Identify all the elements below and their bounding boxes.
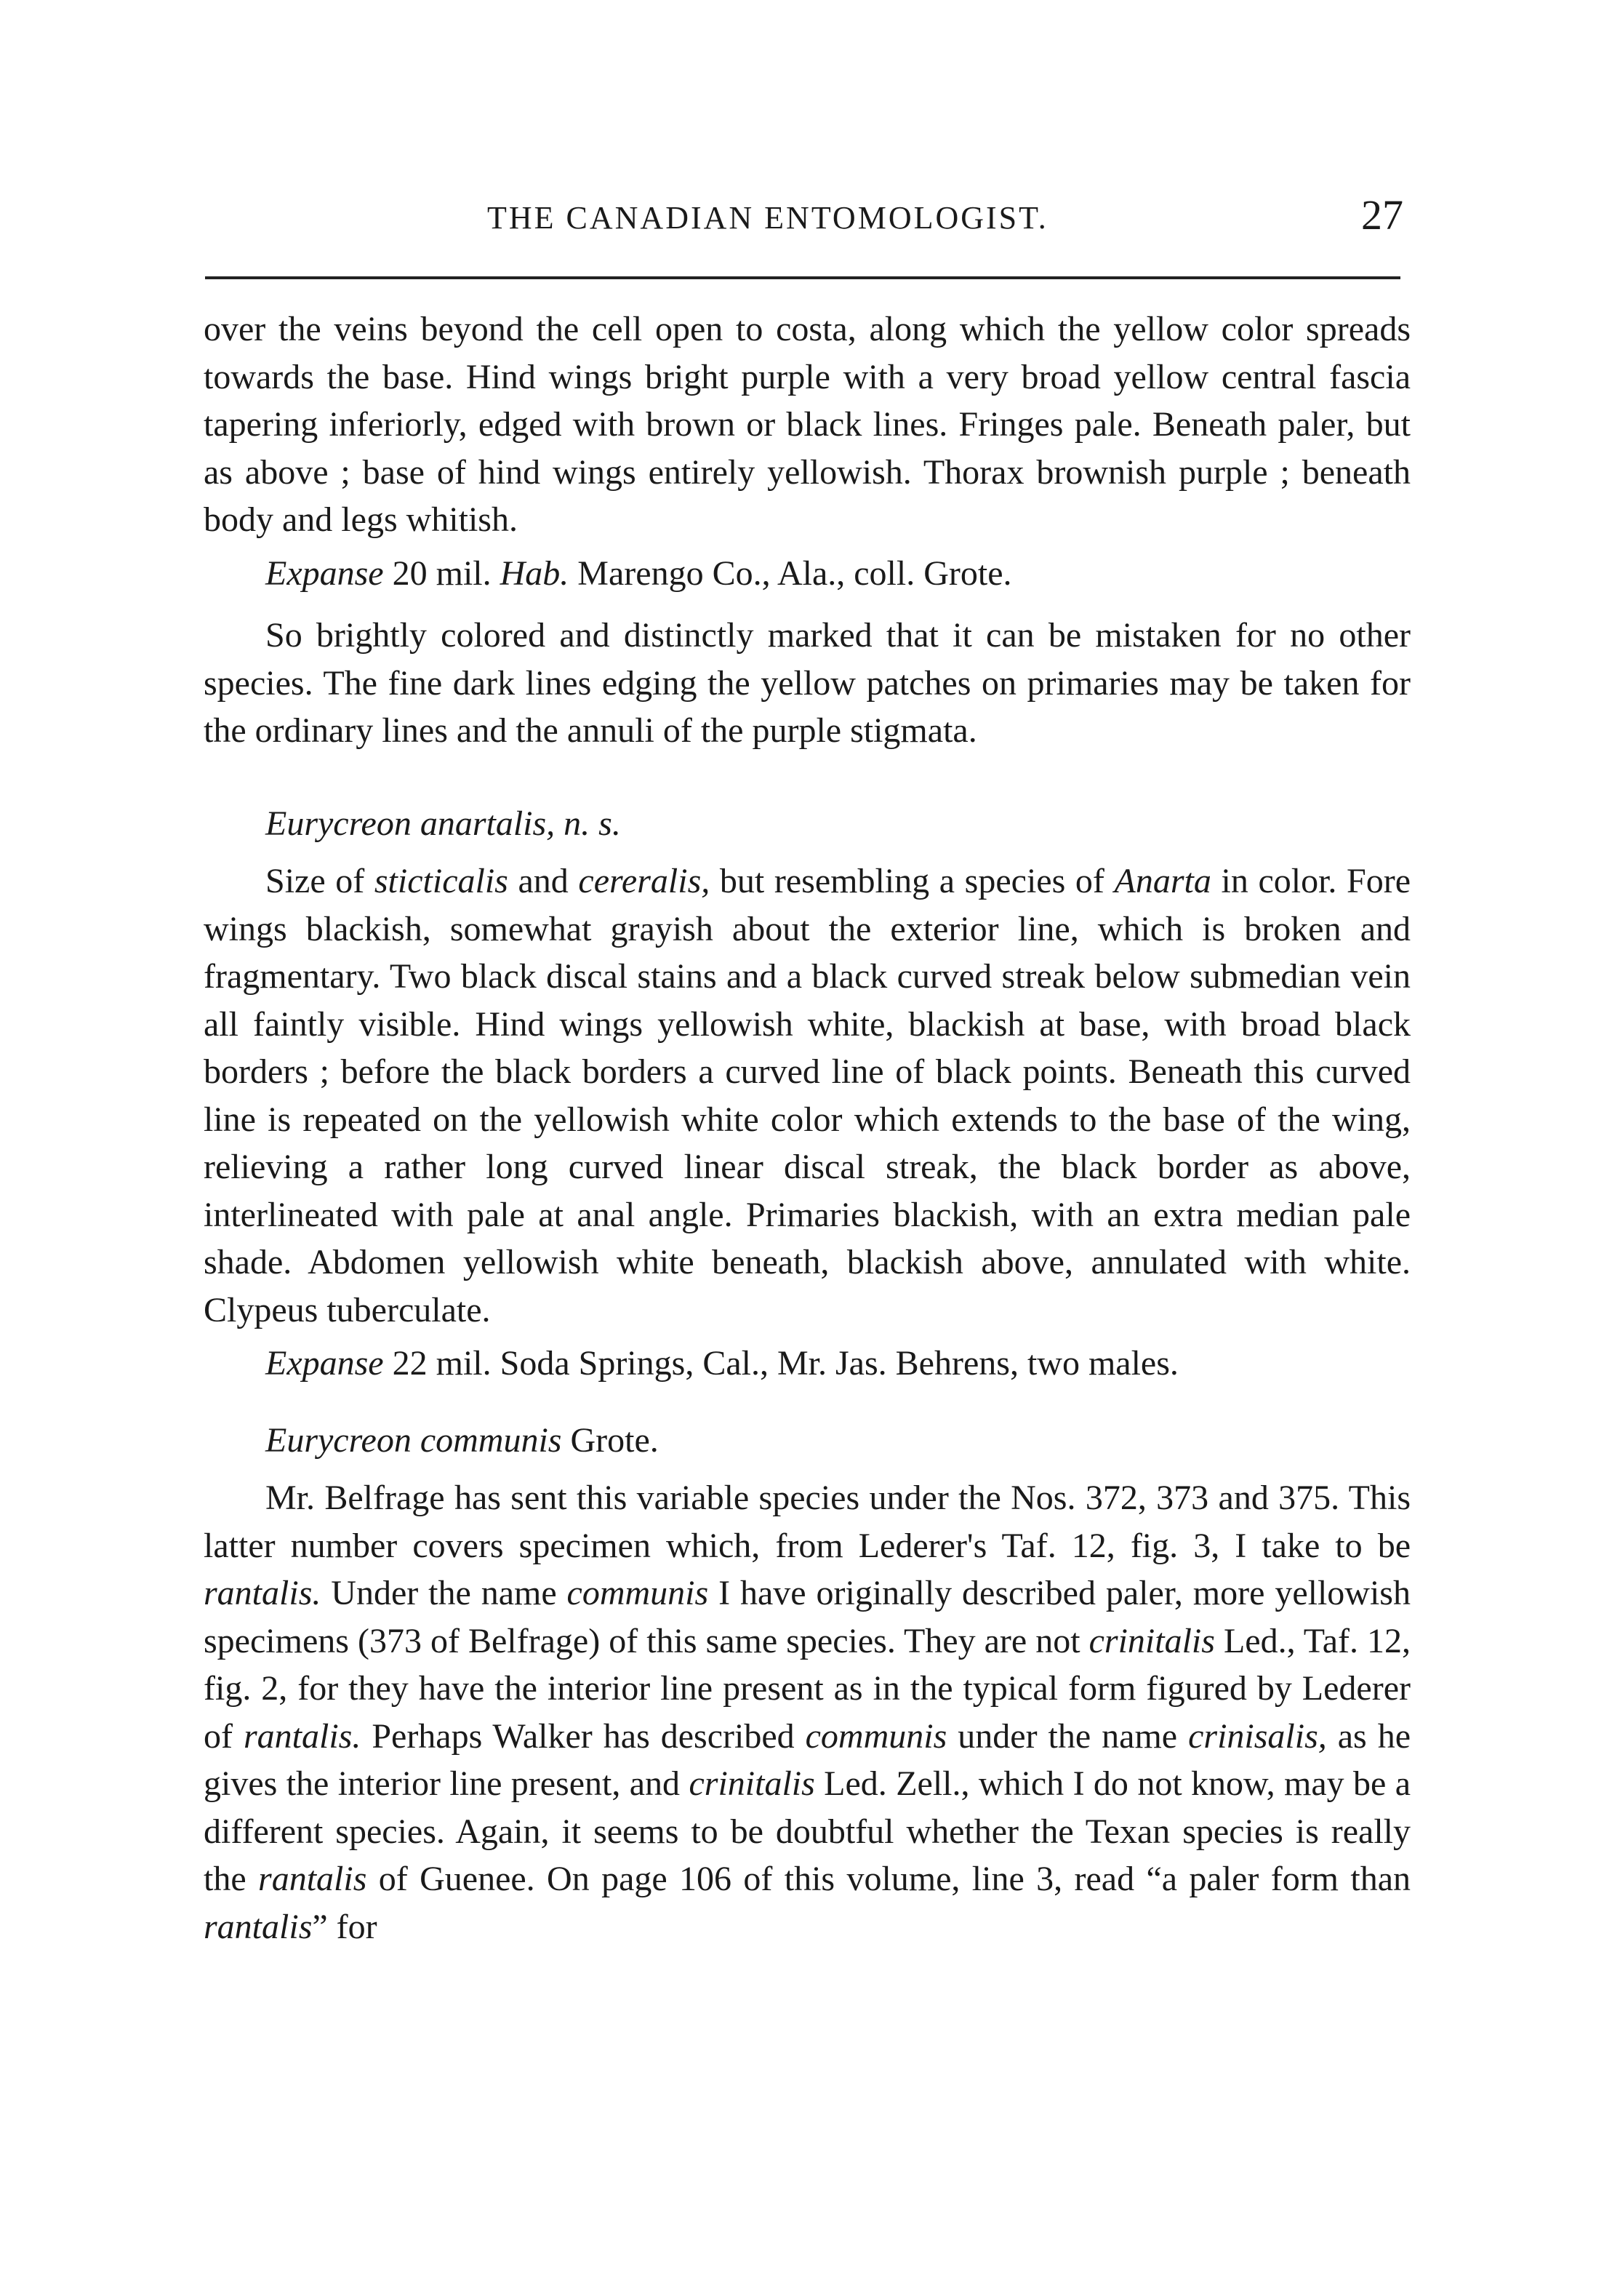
locality-text: Marengo Co., Ala., coll. Grote. <box>569 553 1012 593</box>
species-name: Eurycreon anartalis, n. s. <box>265 804 621 843</box>
expanse-label: Expanse <box>265 553 384 593</box>
italic-run: rantalis. <box>204 1574 321 1612</box>
italic-run: crinitalis <box>689 1764 815 1803</box>
italic-run: cereralis, <box>578 862 710 900</box>
italic-run: Anarta <box>1114 862 1211 900</box>
running-title: THE CANADIAN ENTOMOLOGIST. <box>487 200 1048 236</box>
text-run: ” for <box>312 1907 377 1946</box>
italic-run: rantalis <box>258 1860 367 1898</box>
species-author: Grote. <box>561 1420 659 1460</box>
italic-run: communis <box>805 1716 947 1756</box>
text-run: Mr. Belfrage has sent this variable species under the Nos. 372, 373 and 375. This latter number covers specimen which, from Lederer's Taf. 12, fig. 3, I take to be <box>204 1479 1411 1565</box>
text-run: but resembling a species of <box>710 862 1115 900</box>
italic-run: rantalis <box>204 1907 313 1946</box>
expanse-value: 20 mil. <box>383 553 500 593</box>
species-name: Eurycreon communis <box>265 1420 562 1460</box>
page-number: 27 <box>1361 191 1403 239</box>
text-run: Led., Taf. 12, fig. 2, for they have the interior line present as in the typical form figured by Lederer of <box>204 1621 1411 1756</box>
text-run: under the name <box>947 1716 1189 1756</box>
paragraph-continuation: over the veins beyond the cell open to costa, along which the yellow color spreads towards the base. Hind wings bright purple with a very broad yellow central fascia tapering inferiorly, edged with brown or black lines. Fringes pale. Beneath paler, but as above ; base of hind wings entirely yellowish. Thorax brownish purple ; beneath body and legs whitish. <box>204 310 1411 539</box>
italic-run: crinisalis, <box>1188 1716 1327 1756</box>
header-rule <box>205 276 1400 279</box>
species-heading-communis <box>204 1417 1411 1465</box>
text-run: of Guenee. On page 106 of this volume, line 3, read “a paler form than <box>366 1860 1411 1898</box>
text-run: I have originally described paler, more yellowish specimens (373 of Belfrage) of this same species. They are not <box>204 1574 1411 1660</box>
paragraph-description-communis <box>204 1474 1411 1951</box>
italic-run: sticticalis <box>374 862 508 900</box>
italic-run: communis <box>566 1574 709 1612</box>
text-run: Perhaps Walker has described <box>361 1716 806 1756</box>
paragraph-description-anartalis <box>204 857 1411 1334</box>
text-run: Led. Zell., which I do not know, may be a different species. Again, it seems to be doubtful whether the Texan species is really the <box>204 1764 1411 1898</box>
italic-run: crinitalis <box>1088 1621 1215 1660</box>
expanse-text: 22 mil. Soda Springs, Cal., Mr. Jas. Behrens, two males. <box>383 1344 1179 1383</box>
text-run: Size of <box>265 862 374 900</box>
text-run: in color. Fore wings blackish, somewhat grayish about the exterior line, which is broken and fragmentary. Two black discal stains and a black curved streak below submedian vein all faintly visible. Hind wings yellowish white, blackish at base, with broad black borders ; before the black borders a curved line of black points. Beneath this curved line is repeated on the yellowish white color which extends to the base of the wing, relieving a rather long curved linear discal streak, the black border as above, interlineated with pale at anal angle. Primaries blackish, with an extra median pale shade. Abdomen yellowish white beneath, blackish above, annulated with white. Clypeus tuberculate. <box>204 862 1411 1329</box>
paragraph-measurement-1 <box>204 550 1411 598</box>
text-run: as he gives the interior line present, and <box>204 1716 1411 1803</box>
running-head <box>204 191 1411 249</box>
expanse-label: Expanse <box>265 1344 384 1383</box>
text-run: and <box>508 862 579 900</box>
paragraph-remarks: So brightly colored and distinctly marked that it can be mistaken for no other species. The fine dark lines edging the yellow patches on primaries may be taken for the ordinary lines and the annuli of the purple stigmata. <box>204 616 1411 750</box>
habitat-label: Hab. <box>500 553 569 593</box>
body-text <box>204 305 1411 1951</box>
paragraph-measurement-2 <box>204 1340 1411 1388</box>
italic-run: rantalis. <box>243 1716 361 1756</box>
species-heading-anartalis <box>204 800 1411 848</box>
text-run: Under the name <box>321 1574 567 1612</box>
